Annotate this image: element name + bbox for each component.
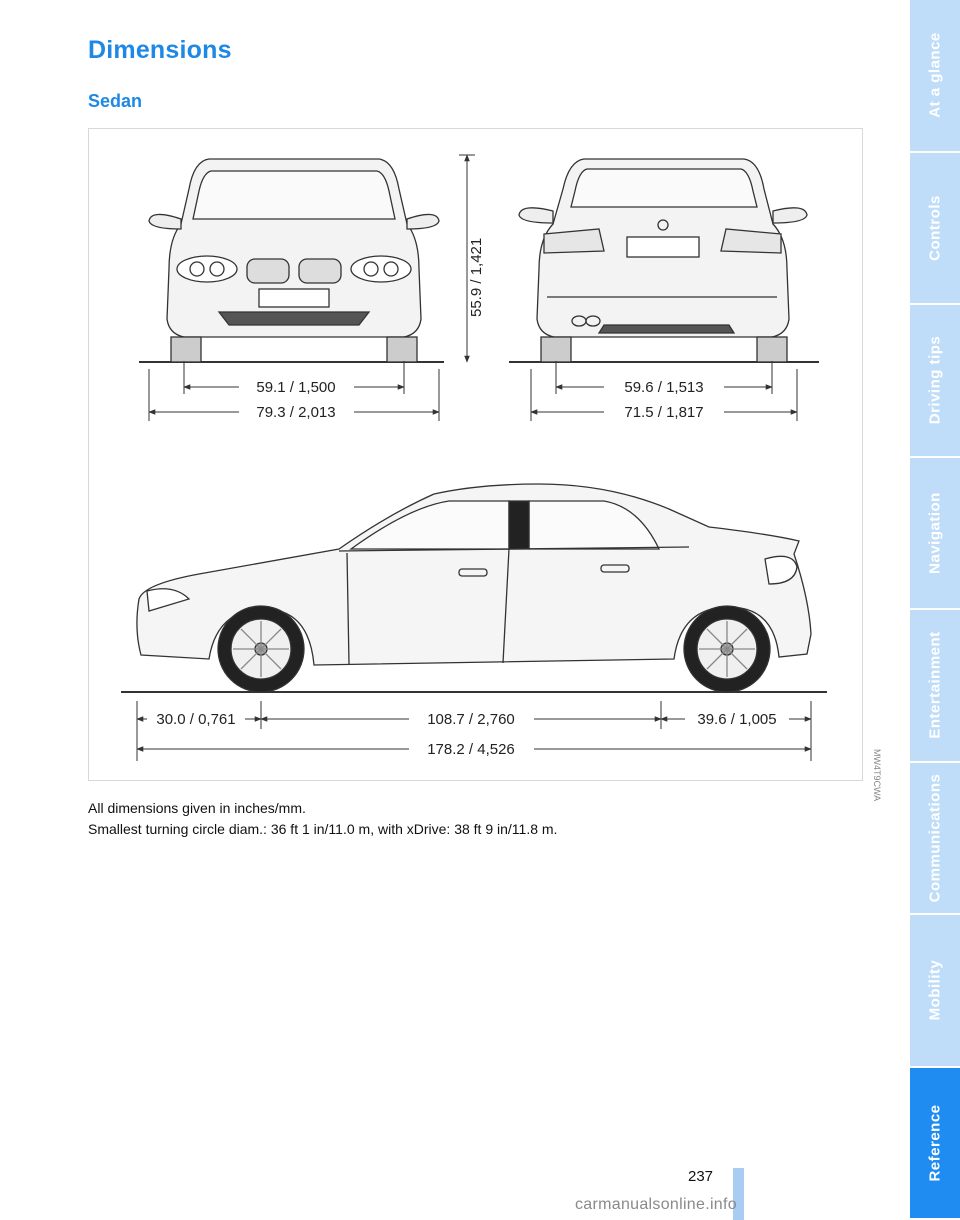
- tab-at-a-glance[interactable]: [910, 0, 960, 153]
- dimensions-figure: [88, 128, 882, 802]
- tab-communications[interactable]: [910, 763, 960, 916]
- tab-label: Driving tips: [926, 335, 944, 425]
- tab-label: Navigation: [926, 491, 944, 574]
- front-height-label: 55.9 / 1,421: [468, 237, 485, 317]
- watermark: carmanualsonline.info: [575, 1196, 737, 1213]
- front-width-label: 79.3 / 2,013: [256, 404, 336, 421]
- drawing-code: MW4T9CWA: [872, 749, 882, 802]
- tab-mobility[interactable]: [910, 915, 960, 1068]
- wheelbase-label: 108.7 / 2,760: [427, 711, 515, 728]
- tab-label: Mobility: [926, 959, 944, 1021]
- front-track-label: 59.1 / 1,500: [256, 379, 336, 396]
- tab-label: Communications: [926, 773, 944, 903]
- rear-view-car: [509, 159, 819, 362]
- dimensions-drawing: [89, 129, 882, 802]
- tab-entertainment[interactable]: [910, 610, 960, 763]
- rear-overhang-label: 39.6 / 1,005: [697, 711, 777, 728]
- tab-label: At a glance: [926, 32, 944, 119]
- front-view-car: [139, 159, 444, 362]
- tab-driving-tips[interactable]: [910, 305, 960, 458]
- note-turning-circle: Smallest turning circle diam.: 36 ft 1 in/11.0 m, with xDrive: 38 ft 9 in/11.8 m.: [88, 821, 558, 837]
- dimension-notes: [88, 798, 557, 840]
- tab-reference[interactable]: [910, 1068, 960, 1220]
- rear-track-label: 59.6 / 1,513: [624, 379, 704, 396]
- length-label: 178.2 / 4,526: [427, 741, 515, 758]
- side-view-car: [121, 484, 827, 692]
- page-number: 237: [688, 1168, 714, 1185]
- tab-label: Reference: [926, 1104, 944, 1182]
- front-overhang-label: 30.0 / 0,761: [156, 711, 236, 728]
- tab-navigation[interactable]: [910, 458, 960, 611]
- tab-controls[interactable]: [910, 153, 960, 306]
- note-units: All dimensions given in inches/mm.: [88, 800, 306, 816]
- section-title: Sedan: [88, 91, 143, 111]
- tab-label: Entertainment: [926, 631, 944, 739]
- tab-label: Controls: [926, 194, 944, 261]
- rear-width-label: 71.5 / 1,817: [624, 404, 704, 421]
- page-title: Dimensions: [88, 36, 232, 64]
- chapter-tabs: [910, 0, 960, 1220]
